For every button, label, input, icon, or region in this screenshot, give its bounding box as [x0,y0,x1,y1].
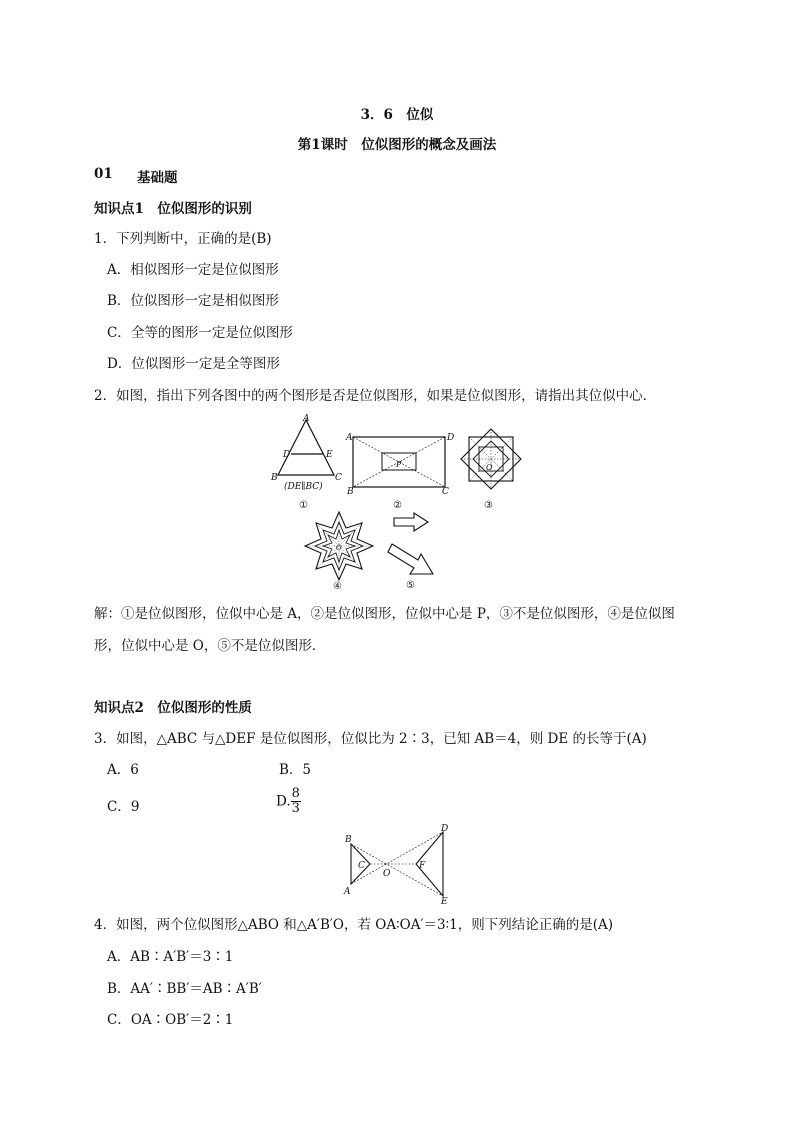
question-3-option-a: A．6 [107,762,139,778]
fig1-label-b: B [271,473,278,483]
fig1-label-d: D [283,450,291,460]
fig1-label-e: E [326,450,333,460]
q3-label-o: O [383,869,391,879]
fig2-label-a: A [346,433,353,443]
question-3-figure [339,822,455,906]
fig4-number: ④ [333,581,342,592]
fig2-label-d: D [447,433,455,443]
question-2-answer-line-1: 解：①是位似图形，位似中心是 A，②是位似图形，位似中心是 P，③不是位似图形，④是位似图 [94,606,675,622]
section-title: 3．6 位似 [360,107,434,123]
question-1-option-c: C．全等的图形一定是位似图形 [107,325,293,341]
part-name: 基础题 [137,170,178,186]
fig2-label-c: C [442,487,449,497]
question-4-option-a: A．AB∶A′B′＝3∶1 [107,949,234,965]
fig3-number: ③ [484,500,493,511]
question-3-option-b: B．5 [279,762,312,778]
fig2-label-b: B [347,487,354,497]
question-3-option-d-prefix: D. [276,793,291,810]
question-4-stem: 4．如图，两个位似图形△ABO 和△A′B′O，若 OA∶OA′＝3∶1，则下列结论正确的是(A) [94,917,613,933]
question-1-option-b: B．位似图形一定是相似图形 [107,293,279,309]
figure-1-triangle [268,410,348,512]
question-2-answer-line-2: 形，位似中心是 O，⑤不是位似图形． [94,638,326,654]
question-1-option-a: A．相似图形一定是位似图形 [107,262,279,278]
q3-label-b: B [345,835,352,845]
q3-label-f: F [419,861,426,871]
fraction-numerator: 8 [291,786,300,801]
question-3-stem: 3．如图，△ABC 与△DEF 是位似图形，位似比为 2∶3，已知 AB＝4，则 DE 的长等于(A) [94,731,647,747]
fig2-label-p: P [396,460,402,469]
q3-label-a: A [344,887,351,897]
fig1-label-c: C [335,473,342,483]
fig2-number: ② [393,500,402,511]
q3-label-e: E [441,897,448,906]
question-3-option-d-fraction [291,787,301,816]
figure-4-stars [303,510,375,592]
question-1-stem: 1．下列判断中，正确的是(B) [94,231,272,247]
question-1-option-d: D．位似图形一定是全等图形 [107,356,280,372]
question-3-option-c: C．9 [107,799,140,815]
figure-3-squares [457,427,527,512]
question-3-option-d [276,787,301,816]
q3-label-d: D [441,824,449,834]
lesson-title: 第1课时 位似图形的概念及画法 [297,137,497,153]
fig1-number: ① [299,500,308,511]
part-number: 01 [94,166,113,182]
fig5-number: ⑤ [406,580,415,591]
fig4-label-o: O [336,544,342,552]
fraction-denominator: 3 [291,801,300,816]
figure-5-arrows [386,508,446,592]
fig1-label-a: A [303,414,310,424]
question-4-option-c: C．OA∶OB′＝2∶1 [107,1012,234,1028]
question-2-stem: 2．如图，指出下列各图中的两个图形是否是位似图形，如果是位似图形，请指出其位似中心． [94,388,657,404]
knowledge-point-1-title: 知识点1 位似图形的识别 [94,201,252,217]
fig3-label-o: O [486,463,493,472]
figure-2-rectangles [343,427,458,512]
q3-label-c: C [358,861,365,871]
fig1-note: (DE∥BC) [284,482,323,492]
knowledge-point-2-title: 知识点2 位似图形的性质 [94,700,252,716]
question-4-option-b: B．AA′∶BB′＝AB∶A′B′ [107,981,262,997]
